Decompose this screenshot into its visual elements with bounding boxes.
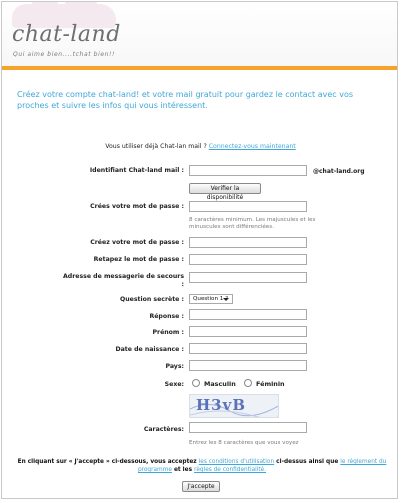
recovery-email-label-line2: :: [181, 281, 184, 288]
password-label: Crées votre mot de passe :: [90, 203, 184, 210]
sex-label: Sexe:: [164, 381, 184, 388]
secret-question-label: Question secrète :: [119, 296, 184, 303]
country-label: Pays:: [165, 363, 184, 370]
login-prompt: [2, 143, 398, 150]
firstname-label: Prénom :: [152, 329, 184, 336]
accept-button[interactable]: J'accepte: [182, 481, 220, 492]
identifiant-label: Identifiant Chat-land mail :: [89, 167, 184, 174]
secret-question-select[interactable]: [189, 294, 233, 304]
birthdate-label: Date de naissance :: [115, 346, 184, 353]
chevron-down-icon: [223, 298, 229, 301]
firstname-input[interactable]: [189, 326, 307, 337]
password-hint: 8 caractères minimum. Les majuscules et les minuscules sont différenciées.: [189, 217, 316, 230]
terms-text: [16, 458, 388, 474]
password-confirm-label: Créez votre mot de passe :: [90, 239, 184, 246]
terms-prefix: En cliquant sur « J'accepte » ci-dessous, vous acceptez: [17, 459, 197, 465]
sex-male-radio[interactable]: [192, 379, 200, 387]
login-prompt-text: Vous utiliser déjà Chat-lan mail ?: [105, 143, 207, 150]
captcha-text: H3vB: [196, 396, 247, 414]
answer-input[interactable]: [189, 309, 307, 320]
login-link[interactable]: Connectez-vous maintenant: [208, 143, 296, 150]
terms-middle: ci-dessus ainsi que: [276, 459, 339, 465]
terms-of-use-link[interactable]: les conditions d'utilisation: [198, 459, 275, 465]
characters-hint: Entrez les 8 caractères que vous voyez: [189, 440, 299, 446]
logo-tagline: Qui aime bien....tchat bien!!: [13, 51, 116, 58]
terms-and: et les: [173, 467, 193, 473]
country-input[interactable]: [189, 360, 307, 371]
password-confirm-input[interactable]: [189, 237, 307, 248]
password-retype-label: Retapez le mot de passe :: [93, 256, 184, 263]
secret-question-value: Question 1 ?: [193, 296, 229, 302]
identifiant-input[interactable]: [189, 165, 307, 176]
email-suffix: @chat-land.org: [313, 168, 365, 175]
birthdate-input[interactable]: [189, 343, 307, 354]
recovery-email-label: [2, 273, 184, 289]
password-retype-input[interactable]: [189, 254, 307, 265]
sex-female-radio[interactable]: [244, 379, 252, 387]
check-availability-button[interactable]: Verifier la disponibilité: [189, 183, 261, 194]
characters-input[interactable]: [189, 422, 307, 433]
characters-label: Caractères:: [143, 426, 184, 433]
recovery-email-label-line1: Adresse de messagerie de secours: [62, 273, 184, 280]
sex-male-label: Masculin: [204, 380, 236, 388]
recovery-email-input[interactable]: [189, 272, 307, 283]
program-rules-link[interactable]: le règlement du programme: [137, 459, 387, 473]
header-accent-bar: [2, 66, 397, 70]
logo: chat-land: [12, 22, 121, 47]
sex-female-label: Féminin: [256, 380, 285, 388]
answer-label: Réponse :: [149, 313, 184, 320]
captcha-image: [189, 394, 279, 418]
password-input[interactable]: [189, 201, 307, 212]
header: [2, 2, 397, 68]
privacy-rules-link[interactable]: règles de confidentialité.: [194, 467, 267, 473]
intro-text: Créez votre compte chat-land! et votre mail gratuit pour gardez le contact avec vos proches et suivre les infos qui vous intéressent.: [17, 90, 354, 110]
page-frame: [1, 1, 398, 499]
